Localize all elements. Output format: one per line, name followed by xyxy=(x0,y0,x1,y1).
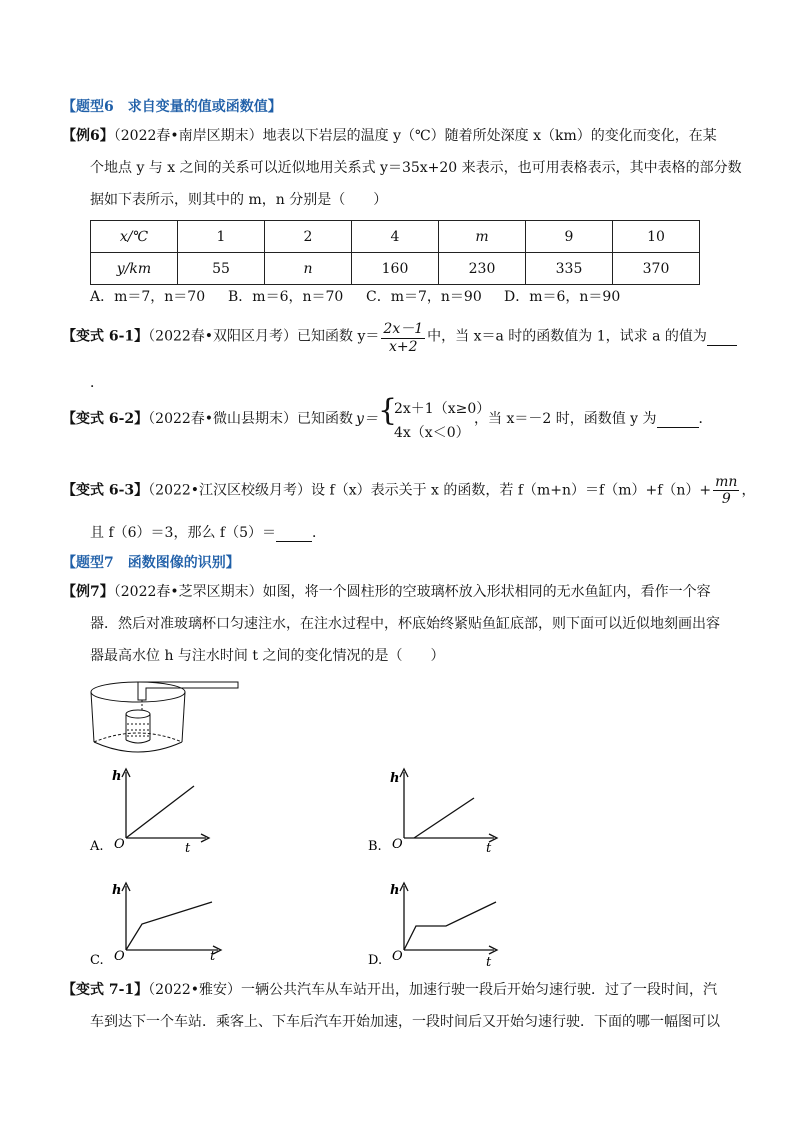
table-cell: 1 xyxy=(178,221,265,253)
axis-label-h: h xyxy=(390,771,400,786)
variant-6-1 xyxy=(62,318,737,355)
variant-6-3-pre: （2022•江汉区校级月考）设 f（x）表示关于 x 的函数，若 f（m+n）＝f（m）+f（n）+ xyxy=(148,482,712,499)
variant-6-2-case-2: 4x（x＜0） xyxy=(394,425,470,441)
variant-6-1-pre: （2022春•双阳区月考）已知函数 y＝ xyxy=(148,328,380,345)
variant-6-2-pre: （2022春•微山县期末）已知函数 xyxy=(148,411,354,427)
origin-label: O xyxy=(114,837,125,852)
variant-6-3 xyxy=(62,474,755,507)
option-label-a: A. xyxy=(90,839,104,854)
table-cell: 335 xyxy=(526,253,613,285)
answer-blank xyxy=(276,525,312,542)
axis-label-h: h xyxy=(112,883,122,898)
variant-6-2-tag: 【变式 6-2】 xyxy=(62,411,149,427)
variant-6-2-post: ，当 x＝－2 时，函数值 y 为 xyxy=(474,411,657,427)
fraction xyxy=(381,318,425,355)
variant-6-2-case-1: 2x＋1（x≥0） xyxy=(394,401,491,417)
table-cell: m xyxy=(439,221,526,253)
example-6-table xyxy=(90,220,700,285)
cup-bottom xyxy=(126,740,150,743)
option-b: B．m＝6，n＝70 xyxy=(228,289,344,305)
axis-label-t: t xyxy=(185,841,191,856)
example-7-line-2: 器．然后对准玻璃杯口匀速注水，在注水过程中，杯底始终紧贴鱼缸底部，则下面可以近似地刻画出容 xyxy=(90,616,720,632)
example-6-text-1: （2022春•南岸区期末）地表以下岩层的温度 y（℃）随着所处深度 x（km）的变化而变化，在某 xyxy=(113,128,717,144)
axis-label-h: h xyxy=(390,883,400,898)
example-6-line-2: 个地点 y 与 x 之间的关系可以近似地用关系式 y＝35x+20 来表示，也可用表格表示，其中表格的部分数 xyxy=(90,160,742,176)
fraction xyxy=(713,474,739,507)
example-6-line-1 xyxy=(62,126,717,146)
table-cell: 10 xyxy=(613,221,700,253)
table-cell: 230 xyxy=(439,253,526,285)
table-cell: 160 xyxy=(352,253,439,285)
graph-line xyxy=(414,798,474,838)
origin-label: O xyxy=(392,949,403,964)
water-pipe xyxy=(138,682,238,700)
fraction-numerator: mn xyxy=(715,474,738,490)
graph-a xyxy=(88,764,218,858)
brace-icon: { xyxy=(378,393,398,428)
example-7-line-3: 器最高水位 h 与注水时间 t 之间的变化情况的是（ ） xyxy=(90,648,445,664)
axis-label-t: t xyxy=(210,949,216,964)
variant-7-1-line-1 xyxy=(62,980,717,1000)
option-a: A．m＝7，n＝70 xyxy=(90,289,206,305)
variant-6-1-tail: ． xyxy=(90,375,104,391)
cup-top xyxy=(126,710,150,718)
variant-7-1-tag: 【变式 7-1】 xyxy=(62,982,149,998)
option-label-b: B. xyxy=(368,839,382,854)
variant-6-3-line-2-text: 且 f（6）＝3，那么 f（5）＝ xyxy=(90,525,276,541)
axis-label-h: h xyxy=(112,769,122,784)
table-cell: 370 xyxy=(613,253,700,285)
example-6-tag: 【例6】 xyxy=(62,128,114,144)
variant-6-3-tag: 【变式 6-3】 xyxy=(62,482,149,499)
graph-d xyxy=(366,878,506,972)
option-label-d: D. xyxy=(368,953,383,968)
section-7-title: 【题型7 函数图像的识别】 xyxy=(62,555,240,571)
option-label-c: C. xyxy=(90,953,104,968)
tank-bottom-back xyxy=(94,733,182,742)
axis-label-t: t xyxy=(486,841,492,856)
table-cell: x/℃ xyxy=(91,221,178,253)
fish-tank-illustration xyxy=(88,676,248,758)
variant-6-2-end: ． xyxy=(698,411,713,427)
variant-6-2 xyxy=(62,408,353,428)
origin-label: O xyxy=(114,949,125,964)
graph-b xyxy=(366,764,506,858)
example-7-tag: 【例7】 xyxy=(62,584,114,600)
table-cell: 4 xyxy=(352,221,439,253)
example-7-text-1: （2022春•芝罘区期末）如图，将一个圆柱形的空玻璃杯放入形状相同的无水鱼缸内，看作一个容 xyxy=(113,584,711,600)
variant-6-3-post: ， xyxy=(741,482,756,499)
table-cell: n xyxy=(265,253,352,285)
variant-6-1-post: 中，当 x＝a 时的函数值为 1，试求 a 的值为 xyxy=(427,328,707,345)
table-row xyxy=(91,253,700,285)
option-c: C．m＝7，n＝90 xyxy=(366,289,482,305)
table-cell: 55 xyxy=(178,253,265,285)
answer-blank xyxy=(657,411,699,428)
table-cell: y/km xyxy=(91,253,178,285)
answer-blank xyxy=(707,329,737,346)
variant-7-1-line-2: 车到达下一个车站．乘客上、下车后汽车开始加速，一段时间后又开始匀速行驶．下面的哪一幅图可以 xyxy=(90,1014,720,1030)
graph-line xyxy=(404,902,496,950)
table-cell: 9 xyxy=(526,221,613,253)
tank-wall xyxy=(182,692,185,742)
graph-line xyxy=(126,902,212,950)
graph-line xyxy=(126,786,194,838)
variant-6-1-tag: 【变式 6-1】 xyxy=(62,328,149,345)
table-cell: 2 xyxy=(265,221,352,253)
variant-6-2-y: y＝ xyxy=(356,411,378,427)
origin-label: O xyxy=(392,837,403,852)
fraction-denominator: x+2 xyxy=(389,339,418,355)
graph-c xyxy=(88,878,228,972)
fraction-denominator: 9 xyxy=(721,491,731,507)
example-7-line-1 xyxy=(62,582,711,602)
fraction-numerator: 2x－1 xyxy=(381,318,425,339)
axis-label-t: t xyxy=(486,955,492,970)
tank-wall xyxy=(91,692,94,742)
table-row xyxy=(91,221,700,253)
option-d: D．m＝6，n＝90 xyxy=(504,289,621,305)
variant-6-3-line-2 xyxy=(90,522,326,542)
variant-7-1-text-1: （2022•雅安）一辆公共汽车从车站开出，加速行驶一段后开始匀速行驶．过了一段时间，汽 xyxy=(148,982,718,998)
variant-6-2-tail xyxy=(474,408,713,428)
section-6-title: 【题型6 求自变量的值或函数值】 xyxy=(62,99,282,115)
variant-6-3-end: ． xyxy=(312,525,326,541)
example-6-line-3: 据如下表所示，则其中的 m，n 分别是（ ） xyxy=(90,192,388,208)
